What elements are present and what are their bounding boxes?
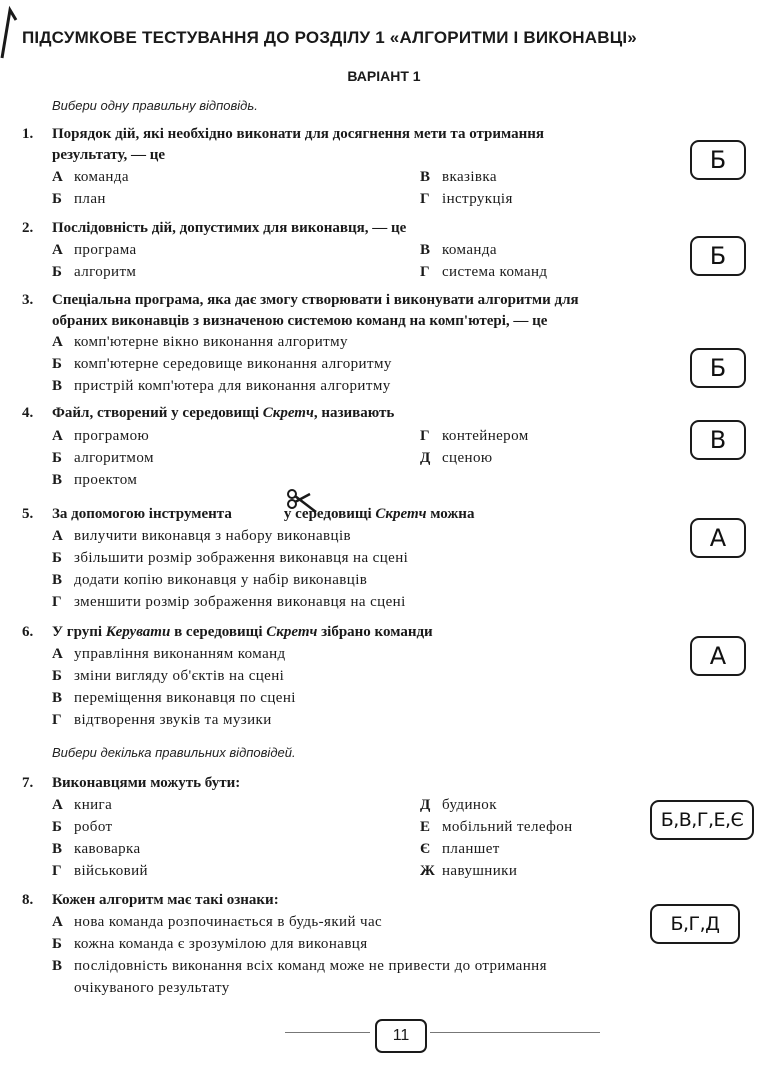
answer-box: Б [690,348,746,388]
variant-heading: ВАРІАНТ 1 [347,68,421,84]
instruction-multiple: Вибери декілька правильних відповідей. [52,745,296,760]
question-number: 4. [22,405,34,421]
question-stem-cont: обраних виконавців з визначеною системою команд на комп'ютері, — це [52,313,548,329]
option: В додати копію виконавця у набір виконавців [52,572,368,588]
footer-rule-right [430,1032,600,1033]
option: Г інструкція [420,191,513,207]
answer-box: Б,В,Г,Е,Є [650,800,754,840]
option: Г відтворення звуків та музики [52,712,272,728]
option: Г контейнером [420,428,529,444]
option: А команда [52,169,129,185]
option: Б зміни вигляду об'єктів на сцені [52,668,285,684]
question-number: 6. [22,624,34,640]
option: Е мобільний телефон [420,819,573,835]
option: В кавоварка [52,841,141,857]
answer-box: Б [690,140,746,180]
option: А програма [52,242,137,258]
option: Б комп'ютерне середовище виконання алгоритму [52,356,392,372]
question-stem: Виконавцями можуть бути: [52,775,241,791]
question-stem: У групі Керувати в середовищі Скретч зібрано команди [52,624,433,640]
instruction-single: Вибери одну правильну відповідь. [52,98,258,113]
question-number: 1. [22,126,34,142]
option: В вказівка [420,169,497,185]
answer-box: А [690,636,746,676]
option: Д сценою [420,450,493,466]
option: А програмою [52,428,150,444]
question-number: 8. [22,892,34,908]
option: А управління виконанням команд [52,646,286,662]
option: В послідовність виконання всіх команд може не привести до отримання [52,958,547,974]
option: Б алгоритмом [52,450,154,466]
answer-box: Б,Г,Д [650,904,740,944]
option: Г зменшити розмір зображення виконавця на сцені [52,594,406,610]
option: А комп'ютерне вікно виконання алгоритму [52,334,348,350]
option: Д будинок [420,797,497,813]
question-number: 7. [22,775,34,791]
option: Б кожна команда є зрозумілою для виконавця [52,936,368,952]
option: Б робот [52,819,113,835]
option: В проектом [52,472,138,488]
question-stem: За допомогою інструмента у середовищі Скретч можна [52,506,475,522]
question-stem-cont: результату, — це [52,147,165,163]
option: Є планшет [420,841,500,857]
option: А вилучити виконавця з набору виконавців [52,528,352,544]
option: А книга [52,797,113,813]
answer-box: Б [690,236,746,276]
option: Б план [52,191,106,207]
option: Б збільшити розмір зображення виконавця на сцені [52,550,409,566]
option: Г військовий [52,863,148,879]
footer-rule-left [285,1032,370,1033]
question-stem: Порядок дій, які необхідно виконати для досягнення мети та отримання [52,126,545,142]
question-number: 3. [22,292,34,308]
corner-mark [0,0,20,70]
option: В переміщення виконавця по сцені [52,690,296,706]
page-number: 11 [375,1019,427,1053]
question-number: 2. [22,220,34,236]
option: Ж навушники [420,863,518,879]
option: очікуваного результату [74,980,230,996]
question-stem: Кожен алгоритм має такі ознаки: [52,892,279,908]
option: В команда [420,242,497,258]
option: А нова команда розпочинається в будь-який час [52,914,383,930]
answer-box: В [690,420,746,460]
question-stem: Файл, створений у середовищі Скретч, називають [52,405,395,421]
question-stem: Спеціальна програма, яка дає змогу створювати і виконувати алгоритми для [52,292,579,308]
question-stem: Послідовність дій, допустимих для виконавця, — це [52,220,407,236]
option: Б алгоритм [52,264,137,280]
question-number: 5. [22,506,34,522]
answer-box: А [690,518,746,558]
page-title: ПІДСУМКОВЕ ТЕСТУВАННЯ ДО РОЗДІЛУ 1 «АЛГОРИТМИ І ВИКОНАВЦІ» [22,28,637,47]
scissors-icon [286,488,320,518]
option: В пристрій комп'ютера для виконання алгоритму [52,378,391,394]
option: Г система команд [420,264,548,280]
